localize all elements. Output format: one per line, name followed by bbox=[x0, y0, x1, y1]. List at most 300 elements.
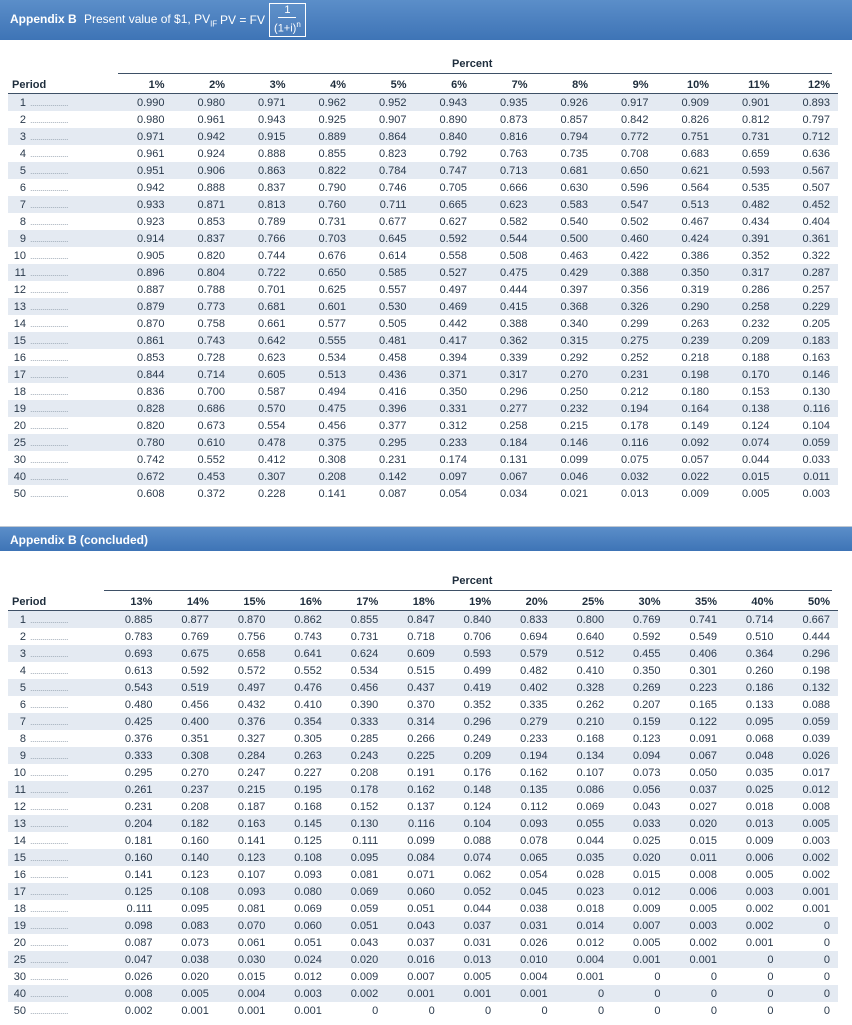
value-cell: 0.043 bbox=[612, 798, 668, 815]
value-cell: 0.047 bbox=[104, 951, 160, 968]
value-cell: 0.415 bbox=[475, 298, 536, 315]
value-cell: 0.587 bbox=[233, 383, 294, 400]
rate-header: 5% bbox=[354, 76, 415, 94]
value-cell: 0.074 bbox=[443, 849, 499, 866]
formula-denominator bbox=[274, 18, 301, 36]
leader-dots: ................... bbox=[30, 369, 69, 380]
value-cell: 0.239 bbox=[657, 332, 718, 349]
value-cell: 0.942 bbox=[173, 128, 234, 145]
value-cell: 0.621 bbox=[657, 162, 718, 179]
period-number: 50 bbox=[13, 487, 26, 500]
value-cell: 0.926 bbox=[536, 94, 597, 112]
value-cell: 0.021 bbox=[536, 485, 597, 502]
value-cell: 0.429 bbox=[536, 264, 597, 281]
value-cell: 0.093 bbox=[217, 883, 273, 900]
value-cell: 0 bbox=[612, 985, 668, 1002]
value-cell: 0.137 bbox=[386, 798, 442, 815]
value-cell: 0.893 bbox=[778, 94, 839, 112]
period-number: 30 bbox=[13, 453, 26, 466]
leader-dots: ................... bbox=[30, 801, 69, 812]
period-cell bbox=[8, 832, 104, 849]
value-cell: 0.751 bbox=[657, 128, 718, 145]
value-cell: 0.820 bbox=[173, 247, 234, 264]
value-cell: 0.582 bbox=[475, 213, 536, 230]
value-cell: 0.943 bbox=[233, 111, 294, 128]
value-cell: 0.513 bbox=[657, 196, 718, 213]
value-cell: 0.935 bbox=[475, 94, 536, 112]
value-cell: 0.028 bbox=[556, 866, 612, 883]
value-cell: 0.917 bbox=[596, 94, 657, 112]
value-cell: 0.247 bbox=[217, 764, 273, 781]
leader-dots: ................... bbox=[30, 182, 69, 193]
value-cell: 0.015 bbox=[217, 968, 273, 985]
value-cell: 0.747 bbox=[415, 162, 476, 179]
value-cell: 0.165 bbox=[669, 696, 725, 713]
value-cell: 0.013 bbox=[596, 485, 657, 502]
value-cell: 0.233 bbox=[415, 434, 476, 451]
value-cell: 0.030 bbox=[217, 951, 273, 968]
value-cell: 0.148 bbox=[443, 781, 499, 798]
value-cell: 0.783 bbox=[104, 628, 160, 645]
value-cell: 0.093 bbox=[273, 866, 329, 883]
value-cell: 0.292 bbox=[536, 349, 597, 366]
rate-header: 40% bbox=[725, 593, 781, 611]
value-cell: 0.205 bbox=[778, 315, 839, 332]
table-row bbox=[8, 900, 838, 917]
value-cell: 0.308 bbox=[160, 747, 216, 764]
table-row bbox=[8, 645, 838, 662]
value-cell: 0.888 bbox=[233, 145, 294, 162]
value-cell: 0.422 bbox=[596, 247, 657, 264]
formula-exponent: n bbox=[296, 20, 301, 30]
rate-header: 4% bbox=[294, 76, 355, 94]
value-cell: 0.797 bbox=[778, 111, 839, 128]
value-cell: 0.111 bbox=[104, 900, 160, 917]
leader-dots: ................... bbox=[30, 454, 69, 465]
value-cell: 0.452 bbox=[778, 196, 839, 213]
value-cell: 0.080 bbox=[273, 883, 329, 900]
value-cell: 0 bbox=[781, 985, 838, 1002]
leader-dots: ................... bbox=[30, 648, 69, 659]
value-cell: 0.023 bbox=[556, 883, 612, 900]
value-cell: 0.069 bbox=[330, 883, 386, 900]
value-cell: 0.527 bbox=[415, 264, 476, 281]
period-cell bbox=[8, 94, 112, 112]
value-cell: 0.188 bbox=[717, 349, 778, 366]
value-cell: 0.015 bbox=[612, 866, 668, 883]
rate-header: 11% bbox=[717, 76, 778, 94]
value-cell: 0.130 bbox=[330, 815, 386, 832]
value-cell: 0.174 bbox=[415, 451, 476, 468]
rate-header: 6% bbox=[415, 76, 476, 94]
period-number: 1 bbox=[19, 96, 26, 109]
value-cell: 0.544 bbox=[475, 230, 536, 247]
value-cell: 0.552 bbox=[173, 451, 234, 468]
value-cell: 0.877 bbox=[160, 611, 216, 629]
leader-dots: ................... bbox=[30, 471, 69, 482]
value-cell: 0.013 bbox=[725, 815, 781, 832]
value-cell: 0.016 bbox=[386, 951, 442, 968]
leader-dots: ................... bbox=[30, 988, 69, 999]
value-cell: 0.853 bbox=[112, 349, 173, 366]
value-cell: 0.419 bbox=[443, 679, 499, 696]
value-cell: 0.370 bbox=[386, 696, 442, 713]
value-cell: 0.145 bbox=[273, 815, 329, 832]
value-cell: 0.153 bbox=[717, 383, 778, 400]
value-cell: 0.675 bbox=[160, 645, 216, 662]
value-cell: 0.481 bbox=[354, 332, 415, 349]
value-cell: 0.092 bbox=[657, 434, 718, 451]
table-row bbox=[8, 196, 838, 213]
value-cell: 0.402 bbox=[499, 679, 555, 696]
value-cell: 0.194 bbox=[596, 400, 657, 417]
value-cell: 0.315 bbox=[536, 332, 597, 349]
value-cell: 0.500 bbox=[536, 230, 597, 247]
value-cell: 0.285 bbox=[330, 730, 386, 747]
table-row bbox=[8, 679, 838, 696]
value-cell: 0.135 bbox=[499, 781, 555, 798]
value-cell: 0.386 bbox=[657, 247, 718, 264]
value-cell: 0.001 bbox=[556, 968, 612, 985]
value-cell: 0.088 bbox=[781, 696, 838, 713]
value-cell: 0.212 bbox=[596, 383, 657, 400]
table-row bbox=[8, 315, 838, 332]
value-cell: 0.107 bbox=[556, 764, 612, 781]
value-cell: 0.286 bbox=[717, 281, 778, 298]
value-cell: 0.003 bbox=[781, 832, 838, 849]
value-cell: 0.287 bbox=[778, 264, 839, 281]
value-cell: 0.001 bbox=[273, 1002, 329, 1019]
value-cell: 0.116 bbox=[778, 400, 839, 417]
period-cell bbox=[8, 679, 104, 696]
value-cell: 0.116 bbox=[386, 815, 442, 832]
value-cell: 0.252 bbox=[596, 349, 657, 366]
value-cell: 0.505 bbox=[354, 315, 415, 332]
value-cell: 0 bbox=[781, 951, 838, 968]
value-cell: 0.394 bbox=[415, 349, 476, 366]
value-cell: 0.015 bbox=[717, 468, 778, 485]
value-cell: 0.650 bbox=[294, 264, 355, 281]
value-cell: 0.640 bbox=[556, 628, 612, 645]
value-cell: 0.763 bbox=[475, 145, 536, 162]
value-cell: 0.475 bbox=[294, 400, 355, 417]
value-cell: 0.060 bbox=[273, 917, 329, 934]
value-cell: 0.842 bbox=[596, 111, 657, 128]
value-cell: 0.800 bbox=[556, 611, 612, 629]
rate-header: 8% bbox=[536, 76, 597, 94]
value-cell: 0 bbox=[725, 951, 781, 968]
value-cell: 0.442 bbox=[415, 315, 476, 332]
value-cell: 0.022 bbox=[657, 468, 718, 485]
value-cell: 0 bbox=[386, 1002, 442, 1019]
value-cell: 0.510 bbox=[725, 628, 781, 645]
formula-lhs: PV = FV bbox=[220, 13, 266, 27]
value-cell: 0.650 bbox=[596, 162, 657, 179]
appendix-concluded-label: Appendix B (concluded) bbox=[10, 533, 148, 547]
value-cell: 0.149 bbox=[657, 417, 718, 434]
table-row bbox=[8, 264, 838, 281]
value-cell: 0.840 bbox=[415, 128, 476, 145]
value-cell: 0.312 bbox=[415, 417, 476, 434]
value-cell: 0.769 bbox=[160, 628, 216, 645]
value-cell: 0.467 bbox=[657, 213, 718, 230]
value-cell: 0.896 bbox=[112, 264, 173, 281]
value-cell: 0.700 bbox=[173, 383, 234, 400]
value-cell: 0.731 bbox=[294, 213, 355, 230]
leader-dots: ................... bbox=[30, 386, 69, 397]
period-number: 13 bbox=[13, 817, 26, 830]
value-cell: 0.001 bbox=[499, 985, 555, 1002]
value-cell: 0.033 bbox=[612, 815, 668, 832]
value-cell: 0.307 bbox=[233, 468, 294, 485]
leader-dots: ................... bbox=[30, 403, 69, 414]
value-cell: 0.027 bbox=[669, 798, 725, 815]
value-cell: 0.033 bbox=[778, 451, 839, 468]
value-cell: 0.942 bbox=[112, 179, 173, 196]
period-cell bbox=[8, 179, 112, 196]
value-cell: 0.207 bbox=[612, 696, 668, 713]
leader-dots: ................... bbox=[30, 852, 69, 863]
period-number: 5 bbox=[19, 164, 26, 177]
value-cell: 0.296 bbox=[475, 383, 536, 400]
value-cell: 0.534 bbox=[294, 349, 355, 366]
period-cell bbox=[8, 128, 112, 145]
table-row bbox=[8, 747, 838, 764]
value-cell: 0.296 bbox=[781, 645, 838, 662]
formula-denominator-base: (1+i) bbox=[274, 22, 297, 35]
value-cell: 0.010 bbox=[499, 951, 555, 968]
value-cell: 0.804 bbox=[173, 264, 234, 281]
value-cell: 0.004 bbox=[499, 968, 555, 985]
value-cell: 0.012 bbox=[612, 883, 668, 900]
value-cell: 0.340 bbox=[536, 315, 597, 332]
value-cell: 0.123 bbox=[612, 730, 668, 747]
value-cell: 0.400 bbox=[160, 713, 216, 730]
value-cell: 0.784 bbox=[354, 162, 415, 179]
leader-dots: ................... bbox=[30, 869, 69, 880]
value-cell: 0.515 bbox=[386, 662, 442, 679]
value-cell: 0.396 bbox=[354, 400, 415, 417]
value-cell: 0.705 bbox=[415, 179, 476, 196]
value-cell: 0.231 bbox=[354, 451, 415, 468]
value-cell: 0 bbox=[781, 968, 838, 985]
value-cell: 0.002 bbox=[725, 917, 781, 934]
value-cell: 0.052 bbox=[443, 883, 499, 900]
value-cell: 0.263 bbox=[273, 747, 329, 764]
value-cell: 0.037 bbox=[443, 917, 499, 934]
period-cell bbox=[8, 662, 104, 679]
value-cell: 0.335 bbox=[499, 696, 555, 713]
period-number: 10 bbox=[13, 249, 26, 262]
period-cell bbox=[8, 196, 112, 213]
value-cell: 0.215 bbox=[217, 781, 273, 798]
value-cell: 0.142 bbox=[354, 468, 415, 485]
value-cell: 0 bbox=[669, 968, 725, 985]
value-cell: 0.006 bbox=[725, 849, 781, 866]
value-cell: 0.017 bbox=[781, 764, 838, 781]
period-number: 14 bbox=[13, 317, 26, 330]
value-cell: 0.005 bbox=[612, 934, 668, 951]
period-cell bbox=[8, 281, 112, 298]
value-cell: 0.494 bbox=[294, 383, 355, 400]
table-row bbox=[8, 298, 838, 315]
table-row bbox=[8, 417, 838, 434]
value-cell: 0 bbox=[556, 985, 612, 1002]
value-cell: 0.093 bbox=[499, 815, 555, 832]
value-cell: 0.001 bbox=[217, 1002, 273, 1019]
value-cell: 0.035 bbox=[556, 849, 612, 866]
value-cell: 0.333 bbox=[104, 747, 160, 764]
value-cell: 0.002 bbox=[781, 866, 838, 883]
value-cell: 0.952 bbox=[354, 94, 415, 112]
value-cell: 0.746 bbox=[354, 179, 415, 196]
value-cell: 0.146 bbox=[778, 366, 839, 383]
value-cell: 0.209 bbox=[443, 747, 499, 764]
value-cell: 0.182 bbox=[160, 815, 216, 832]
table-row bbox=[8, 485, 838, 502]
period-number: 19 bbox=[13, 402, 26, 415]
table-header-banner-concluded bbox=[0, 527, 852, 551]
value-cell: 0.497 bbox=[217, 679, 273, 696]
value-cell: 0 bbox=[725, 968, 781, 985]
value-cell: 0.583 bbox=[536, 196, 597, 213]
value-cell: 0.184 bbox=[475, 434, 536, 451]
period-cell bbox=[8, 468, 112, 485]
value-cell: 0.444 bbox=[781, 628, 838, 645]
leader-dots: ................... bbox=[30, 1005, 69, 1016]
value-cell: 0.044 bbox=[717, 451, 778, 468]
value-cell: 0.507 bbox=[778, 179, 839, 196]
value-cell: 0.497 bbox=[415, 281, 476, 298]
value-cell: 0.069 bbox=[273, 900, 329, 917]
value-cell: 0.377 bbox=[354, 417, 415, 434]
rate-header: 19% bbox=[443, 593, 499, 611]
value-cell: 0.980 bbox=[112, 111, 173, 128]
period-number: 15 bbox=[13, 334, 26, 347]
rate-header: 13% bbox=[104, 593, 160, 611]
value-cell: 0.766 bbox=[233, 230, 294, 247]
table-row bbox=[8, 713, 838, 730]
table-row bbox=[8, 611, 838, 629]
value-cell: 0.741 bbox=[669, 611, 725, 629]
value-cell: 0.243 bbox=[330, 747, 386, 764]
rate-header: 20% bbox=[499, 593, 555, 611]
table-row bbox=[8, 400, 838, 417]
table-title-subscript: IF bbox=[210, 19, 218, 29]
value-cell: 0.513 bbox=[294, 366, 355, 383]
value-cell: 0.178 bbox=[330, 781, 386, 798]
period-cell bbox=[8, 611, 104, 629]
leader-dots: ................... bbox=[30, 284, 69, 295]
period-number: 4 bbox=[19, 147, 26, 160]
value-cell: 0.044 bbox=[556, 832, 612, 849]
value-cell: 0.354 bbox=[273, 713, 329, 730]
leader-dots: ................... bbox=[30, 250, 69, 261]
value-cell: 0.826 bbox=[657, 111, 718, 128]
value-cell: 0.570 bbox=[233, 400, 294, 417]
period-cell bbox=[8, 764, 104, 781]
value-cell: 0.853 bbox=[173, 213, 234, 230]
table-row bbox=[8, 451, 838, 468]
period-number: 18 bbox=[13, 385, 26, 398]
period-number: 25 bbox=[13, 436, 26, 449]
value-cell: 0.557 bbox=[354, 281, 415, 298]
value-cell: 0.731 bbox=[717, 128, 778, 145]
period-cell bbox=[8, 400, 112, 417]
value-cell: 0.001 bbox=[725, 934, 781, 951]
value-cell: 0.152 bbox=[330, 798, 386, 815]
period-cell bbox=[8, 417, 112, 434]
value-cell: 0.388 bbox=[596, 264, 657, 281]
value-cell: 0.812 bbox=[717, 111, 778, 128]
value-cell: 0.822 bbox=[294, 162, 355, 179]
period-cell bbox=[8, 264, 112, 281]
value-cell: 0.478 bbox=[233, 434, 294, 451]
leader-dots: ................... bbox=[30, 114, 69, 125]
formula-fraction bbox=[269, 3, 306, 37]
value-cell: 0.005 bbox=[443, 968, 499, 985]
value-cell: 0.375 bbox=[294, 434, 355, 451]
value-cell: 0.112 bbox=[499, 798, 555, 815]
value-cell: 0.708 bbox=[596, 145, 657, 162]
value-cell: 0.002 bbox=[104, 1002, 160, 1019]
value-cell: 0.012 bbox=[556, 934, 612, 951]
value-cell: 0.701 bbox=[233, 281, 294, 298]
value-cell: 0.718 bbox=[386, 628, 442, 645]
value-cell: 0.140 bbox=[160, 849, 216, 866]
value-cell: 0.907 bbox=[354, 111, 415, 128]
value-cell: 0.044 bbox=[443, 900, 499, 917]
percent-label: Percent bbox=[452, 58, 493, 70]
table-row bbox=[8, 883, 838, 900]
value-cell: 0.233 bbox=[499, 730, 555, 747]
leader-dots: ................... bbox=[30, 954, 69, 965]
table-row bbox=[8, 366, 838, 383]
value-cell: 0.031 bbox=[499, 917, 555, 934]
value-cell: 0.794 bbox=[536, 128, 597, 145]
period-cell bbox=[8, 451, 112, 468]
value-cell: 0.530 bbox=[354, 298, 415, 315]
value-cell: 0.266 bbox=[386, 730, 442, 747]
table-row bbox=[8, 917, 838, 934]
value-cell: 0.608 bbox=[112, 485, 173, 502]
value-cell: 0.828 bbox=[112, 400, 173, 417]
table-row bbox=[8, 468, 838, 485]
period-cell bbox=[8, 485, 112, 502]
value-cell: 0 bbox=[556, 1002, 612, 1019]
value-cell: 0.368 bbox=[536, 298, 597, 315]
period-cell bbox=[8, 815, 104, 832]
value-cell: 0.081 bbox=[217, 900, 273, 917]
period-cell bbox=[8, 968, 104, 985]
value-cell: 0 bbox=[781, 934, 838, 951]
value-cell: 0.237 bbox=[160, 781, 216, 798]
value-cell: 0.645 bbox=[354, 230, 415, 247]
value-cell: 0.133 bbox=[725, 696, 781, 713]
value-cell: 0.554 bbox=[233, 417, 294, 434]
value-cell: 0.855 bbox=[330, 611, 386, 629]
value-cell: 0.108 bbox=[160, 883, 216, 900]
table-row bbox=[8, 815, 838, 832]
table-title-text: Present value of $1, PV bbox=[84, 12, 211, 26]
value-cell: 0.519 bbox=[160, 679, 216, 696]
value-cell: 0.026 bbox=[781, 747, 838, 764]
value-cell: 0.125 bbox=[104, 883, 160, 900]
value-cell: 0.012 bbox=[273, 968, 329, 985]
period-number: 7 bbox=[19, 198, 26, 211]
value-cell: 0.008 bbox=[669, 866, 725, 883]
period-cell bbox=[8, 747, 104, 764]
